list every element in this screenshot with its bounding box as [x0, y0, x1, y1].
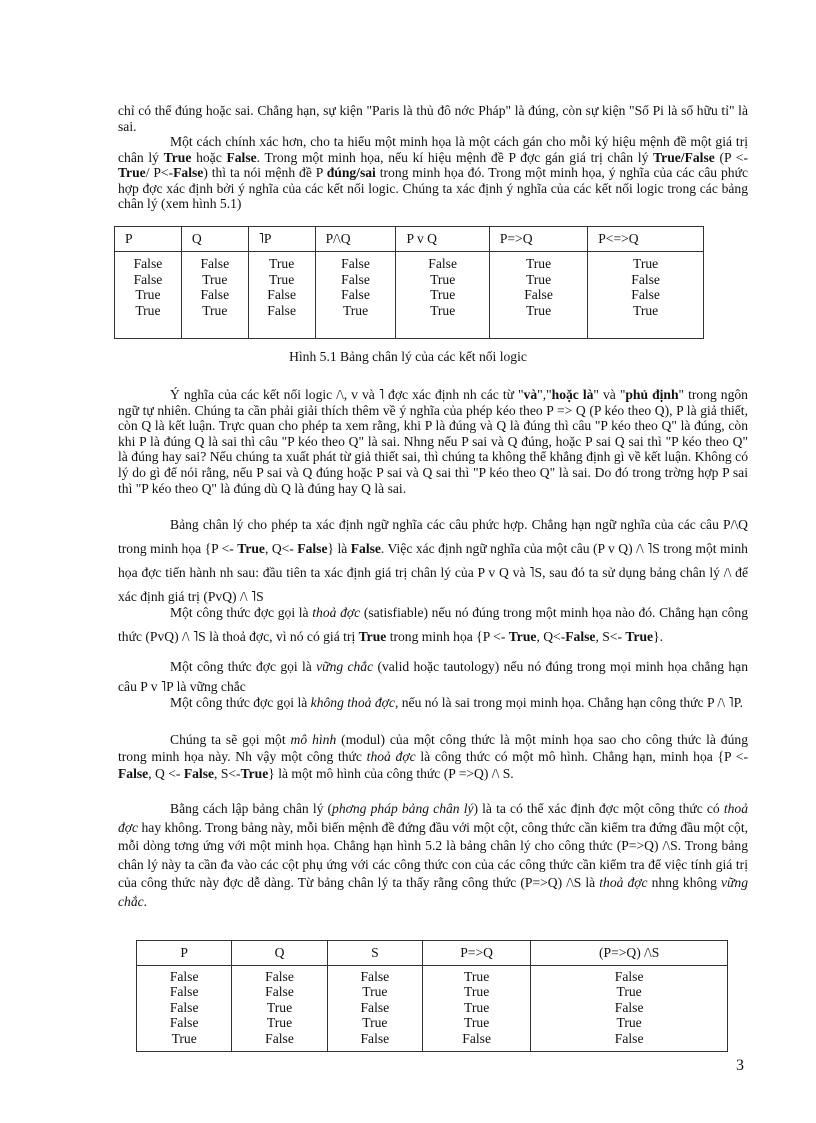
table-column-cell: True True False True — [489, 252, 587, 339]
table-header-cell: P/\Q — [315, 227, 396, 252]
table-header-row — [115, 227, 704, 252]
table-column-cell: False False False True — [315, 252, 396, 339]
table-column-cell: False True True True — [396, 252, 489, 339]
truth-table-formula — [136, 940, 728, 1052]
table-column-cell: False False False False True — [137, 966, 232, 1052]
paragraph-7: Một công thức đợc gọi là không thoả đợc, nếu nó là sai trong mọi minh họa. Chẳng hạn công thức P /\ ˥P. — [170, 695, 744, 710]
table-header-row — [137, 941, 728, 966]
table-body-row — [115, 252, 704, 339]
table-header-cell: P — [115, 227, 182, 252]
table-header-cell: P<=>Q — [588, 227, 704, 252]
page-number: 3 — [736, 1057, 744, 1074]
figure-caption: Hình 5.1 Bảng chân lý của các kết nối logic — [289, 349, 527, 364]
table-column-cell: False True False True — [181, 252, 248, 339]
table-header-cell: (P=>Q) /\S — [531, 941, 728, 966]
paragraph-4: Bảng chân lý cho phép ta xác định ngữ nghĩa các câu phức hợp. Chẳng hạn ngữ nghĩa của các câu P/\Q trong minh họa {P <- True, Q<- False} là False. Việc xác định ngữ nghĩa của một câu (P v Q) /\ ˥S trong một minh họa đợc tiến hành nh sau: đầu tiên ta xác định giá trị chân lý của P v Q và ˥S, sau đó ta sử dụng bảng chân lý /\ để xác định giá trị (PvQ) /\ ˥S — [118, 517, 748, 604]
table-body-row — [137, 966, 728, 1052]
paragraph-1: chỉ có thể đúng hoặc sai. Chẳng hạn, sự kiện "Paris là thủ đô nớc Pháp" là đúng, còn sự kiện "Số Pi là số hữu tỉ" là sai. — [118, 103, 748, 134]
table-header-cell: ˥P — [248, 227, 315, 252]
table-column-cell: True True False False — [248, 252, 315, 339]
table-column-cell: True True True True False — [423, 966, 531, 1052]
truth-table-connectives — [114, 226, 704, 339]
table-column-cell: False True False True False — [327, 966, 422, 1052]
table-header-cell: P v Q — [396, 227, 489, 252]
paragraph-3: Ý nghĩa của các kết nối logic /\, v và ˥ đợc xác định nh các từ "và","hoặc là" và "phủ định" trong ngôn ngữ tự nhiên. Chúng ta cần phải giải thích thêm về ý nghĩa của phép kéo theo P => Q (P kéo theo Q), P là giả thiết, còn Q là kết luận. Trực quan cho phép ta xem rằng, khi P là đúng và Q là đúng thì câu "P kéo theo Q" là đúng, còn khi P là đúng Q là sai thì câu "P kéo theo Q" là sai. Nhng nếu P sai và Q đúng, hoặc P sai Q sai thì "P kéo theo Q" là đúng hay sai? Nếu chúng ta xuất phát từ giả thiết sai, thì chúng ta không thể khẳng định gì về kết luận. Không có lý do gì để nói rằng, nếu P sai và Q đúng hoặc P sai và Q sai thì "P kéo theo Q" là sai. Do đó trong trờng hợp P sai thì "P kéo theo Q" là đúng dù Q là đúng hay Q là sai. — [118, 387, 748, 496]
table-column-cell: False False True True False — [232, 966, 327, 1052]
table-header-cell: Q — [232, 941, 327, 966]
paragraph-2: Một cách chính xác hơn, cho ta hiểu một minh họa là một cách gán cho mỗi ký hiệu mệnh đề một giá trị chân lý True hoặc False. Trong một minh họa, nếu kí hiệu mệnh đề P đợc gán giá trị chân lý True/False (P <-True/ P<-False) thì ta nói mệnh đề P đúng/sai trong minh họa đó. Trong một minh họa, ý nghĩa của các câu phức hợp đợc xác định bởi ý nghĩa của các kết nối logic. Chúng ta xác định ý nghĩa của các kết nối logic trong các bảng chân lý (xem hình 5.1) — [118, 134, 748, 212]
table-header-cell: P=>Q — [423, 941, 531, 966]
table-header-cell: S — [327, 941, 422, 966]
paragraph-8: Chúng ta sẽ gọi một mô hình (modul) của một công thức là một minh họa sao cho công thức là đúng trong minh họa này. Nh vậy một công thức thoả đợc là công thức có một mô hình. Chẳng hạn, minh họa {P <- False, Q <- False, S<-True} là một mô hình của công thức (P =>Q) /\ S. — [118, 732, 748, 781]
paragraph-6: Một công thức đợc gọi là vững chắc (valid hoặc tautology) nếu nó đúng trong mọi minh họa chẳng hạn câu P v ˥P là vững chắc — [118, 659, 748, 694]
table-column-cell: False False True True — [115, 252, 182, 339]
table-header-cell: P=>Q — [489, 227, 587, 252]
paragraph-5: Một công thức đợc gọi là thoả đợc (satisfiable) nếu nó đúng trong một minh họa nào đó. Chẳng hạn công thức (PvQ) /\ ˥S là thoả đợc, vì nó có giá trị True trong minh họa {P <- True, Q<-False, S<- True}. — [118, 605, 748, 644]
paragraph-9: Bằng cách lập bảng chân lý (phơng pháp bảng chân lý) là ta có thể xác định đợc một công thức có thoả đợc hay không. Trong bảng này, mỗi biến mệnh đề đứng đầu với một cột, công thức cần kiểm tra đứng đầu một cột, mỗi dòng tơng ứng với một minh họa. Chẳng hạn hình 5.2 là bảng chân lý cho công thức (P=>Q) /\S. Trong bảng chân lý này ta cần đa vào các cột phụ ứng với các công thức con của các công thức cần kiểm tra để việc tính giá trị của công thức này đợc dễ dàng. Từ bảng chân lý ta thấy rằng công thức (P=>Q) /\S là thoả đợc nhng không vững chắc. — [118, 801, 748, 909]
table-column-cell: False True False True False — [531, 966, 728, 1052]
table-header-cell: Q — [181, 227, 248, 252]
table-column-cell: True False False True — [588, 252, 704, 339]
table-header-cell: P — [137, 941, 232, 966]
